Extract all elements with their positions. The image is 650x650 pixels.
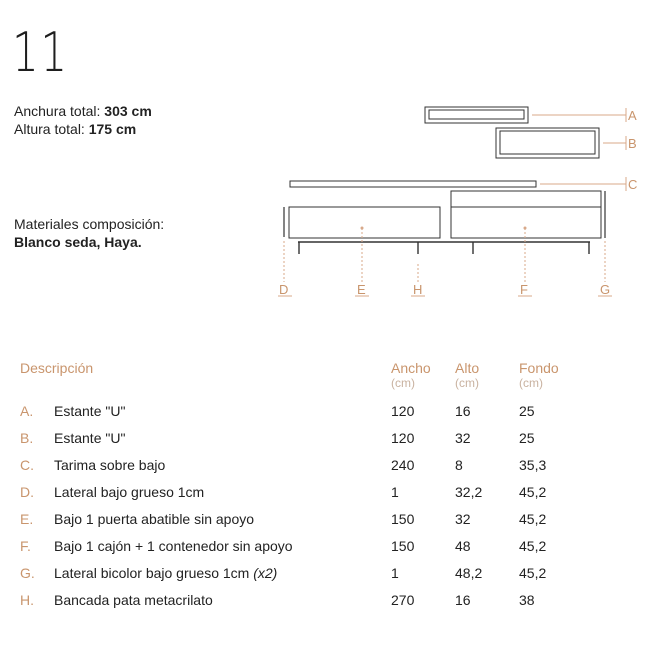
composition-diagram — [0, 0, 650, 320]
parts-table — [20, 360, 620, 614]
row-depth: 45,2 — [519, 538, 547, 554]
row-height: 16 — [455, 592, 471, 608]
table-row — [20, 452, 620, 479]
header-depth: Fondo (cm) — [519, 360, 559, 390]
row-depth: 45,2 — [519, 484, 547, 500]
row-height: 32 — [455, 511, 471, 527]
row-depth: 35,3 — [519, 457, 547, 473]
table-body — [20, 398, 620, 614]
table-row — [20, 560, 620, 587]
table-row — [20, 479, 620, 506]
materials-label: Materiales composición: — [14, 216, 165, 232]
row-letter: B. — [20, 430, 34, 446]
row-letter: C. — [20, 457, 34, 473]
label-f: F — [520, 282, 528, 297]
shelf-a — [425, 107, 528, 123]
row-letter: D. — [20, 484, 34, 500]
row-letter: A. — [20, 403, 34, 419]
table-header — [20, 360, 620, 398]
label-g: G — [600, 282, 611, 297]
label-e: E — [357, 282, 366, 297]
total-height: Altura total: 175 cm — [14, 121, 137, 137]
table-row — [20, 587, 620, 614]
row-depth: 45,2 — [519, 565, 547, 581]
materials-value: Blanco seda, Haya. — [14, 234, 142, 250]
row-width: 1 — [391, 565, 399, 581]
row-height: 48 — [455, 538, 471, 554]
row-letter: H. — [20, 592, 34, 608]
shelf-b — [496, 128, 599, 158]
marker-f — [524, 227, 527, 230]
row-depth: 38 — [519, 592, 535, 608]
row-description: Estante "U" — [54, 430, 126, 446]
row-width: 270 — [391, 592, 415, 608]
row-width: 120 — [391, 430, 415, 446]
row-height: 8 — [455, 457, 463, 473]
row-letter: F. — [20, 538, 31, 554]
row-height: 48,2 — [455, 565, 483, 581]
total-width: Anchura total: 303 cm — [14, 103, 152, 119]
row-width: 1 — [391, 484, 399, 500]
label-h: H — [413, 282, 423, 297]
label-a: A — [628, 108, 637, 123]
row-description: Lateral bajo grueso 1cm — [54, 484, 205, 500]
composition-number: 11 — [12, 21, 69, 84]
leader-lines — [278, 108, 626, 296]
platform-c — [290, 181, 536, 187]
row-depth: 25 — [519, 403, 535, 419]
row-letter: G. — [20, 565, 35, 581]
bench-h — [298, 242, 590, 254]
table-row — [20, 425, 620, 452]
marker-e — [361, 227, 364, 230]
row-width: 120 — [391, 403, 415, 419]
label-b: B — [628, 136, 637, 151]
row-description: Estante "U" — [54, 403, 126, 419]
table-row — [20, 533, 620, 560]
row-height: 32 — [455, 430, 471, 446]
label-d: D — [279, 282, 289, 297]
row-description: Bajo 1 puerta abatible sin apoyo — [54, 511, 255, 527]
header-description: Descripción — [20, 360, 94, 376]
table-row — [20, 506, 620, 533]
header-height: Alto (cm) — [455, 360, 480, 390]
row-description: Tarima sobre bajo — [54, 457, 166, 473]
label-c: C — [628, 177, 638, 192]
row-description: Bancada pata metacrilato — [54, 592, 213, 608]
row-width: 240 — [391, 457, 415, 473]
row-depth: 25 — [519, 430, 535, 446]
row-height: 32,2 — [455, 484, 483, 500]
row-width: 150 — [391, 511, 415, 527]
header-width: Ancho (cm) — [391, 360, 431, 390]
table-row — [20, 398, 620, 425]
row-description: Lateral bicolor bajo grueso 1cm (x2) — [54, 565, 278, 581]
row-width: 150 — [391, 538, 415, 554]
row-depth: 45,2 — [519, 511, 547, 527]
row-height: 16 — [455, 403, 471, 419]
base-unit-e — [289, 207, 440, 238]
row-description: Bajo 1 cajón + 1 contenedor sin apoyo — [54, 538, 293, 554]
row-letter: E. — [20, 511, 34, 527]
base-unit-f — [451, 191, 601, 238]
